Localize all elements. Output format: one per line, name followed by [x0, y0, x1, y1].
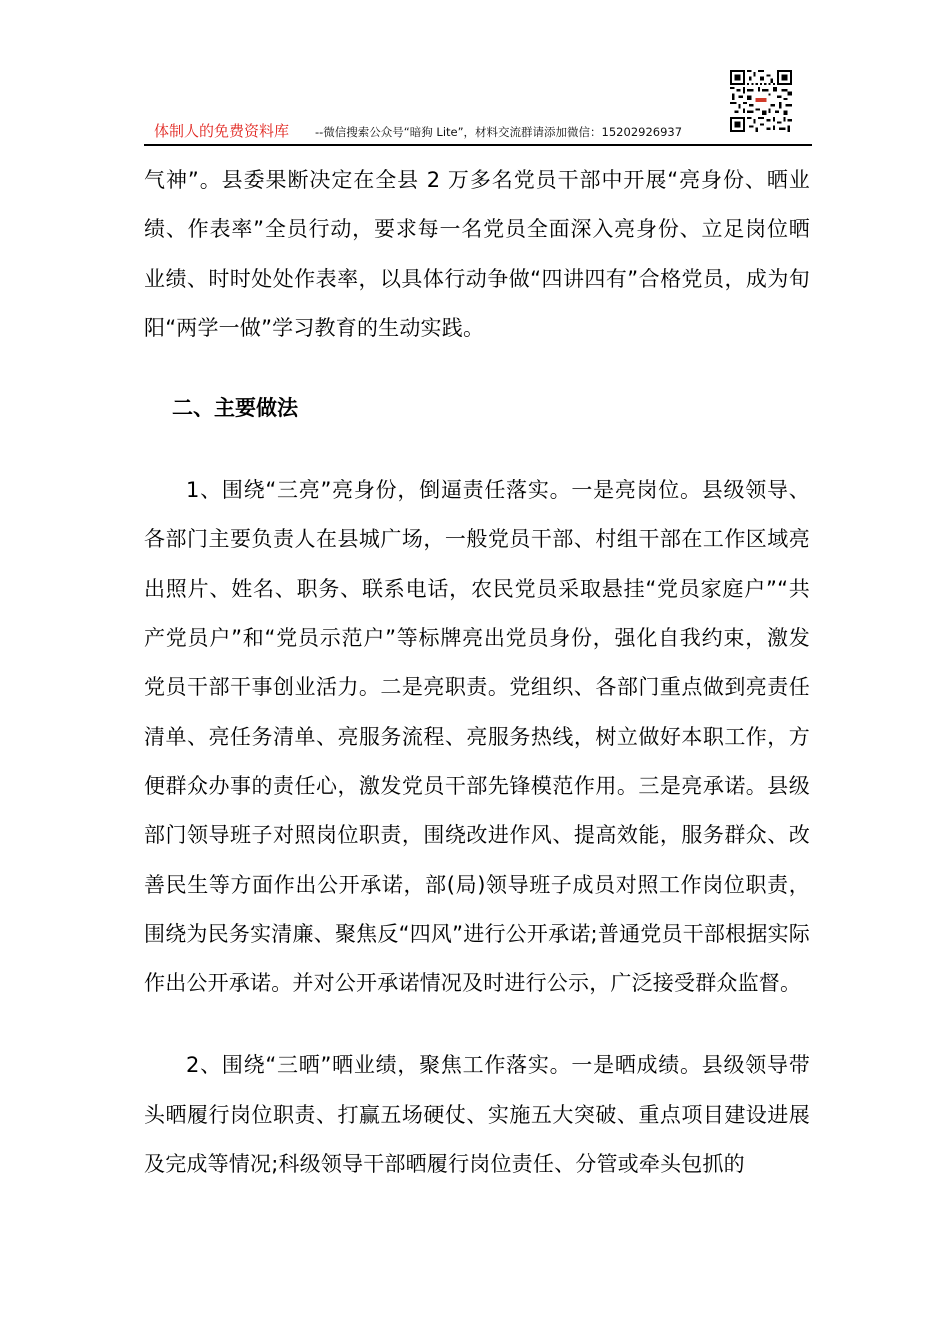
document-body — [144, 156, 810, 1189]
paragraph-2: 2、围绕“三晒”晒业绩，聚焦工作落实。一是晒成绩。县级领导带头晒履行岗位职责、打赢五场硬仗、实施五大突破、重点项目建设进展及完成等情况;科级领导干部晒履行岗位责任、分管或牵头包抓的 — [144, 1053, 810, 1177]
brand-title: 体制人的免费资料库 — [154, 122, 290, 140]
paragraph-1: 1、围绕“三亮”亮身份，倒逼责任落实。一是亮岗位。县级领导、各部门主要负责人在县城广场，一般党员干部、村组干部在工作区域亮出照片、姓名、职务、联系电话，农民党员采取悬挂“党员家庭户”“共产党员户”和“党员示范户”等标牌亮出党员身份，强化自我约束，激发党员干部干事创业活力。二是亮职责。党组织、各部门重点做到亮责任清单、亮任务清单、亮服务流程、亮服务热线，树立做好本职工作，方便群众办事的责任心，激发党员干部先锋模范作用。三是亮承诺。县级部门领导班子对照岗位职责，围绕改进作风、提高效能，服务群众、改善民生等方面作出公开承诺，部(局)领导班子成员对照工作岗位职责，围绕为民务实清廉、聚焦反“四风”进行公开承诺;普通党员干部根据实际作出公开承诺。并对公开承诺情况及时进行公示，广泛接受群众监督。 — [144, 478, 810, 996]
qr-code-icon — [730, 70, 792, 132]
header-tagline: --微信搜索公众号“暗狗 Lite”，材料交流群请添加微信：15202926937 — [315, 125, 683, 139]
page-header — [144, 70, 812, 146]
section-heading: 二、主要做法 — [172, 396, 298, 421]
intro-paragraph: 气神”。县委果断决定在全县 2 万多名党员干部中开展“亮身份、晒业绩、作表率”全员行动，要求每一名党员全面深入亮身份、立足岗位晒业绩、时时处处作表率，以具体行动争做“四讲四有”合格党员，成为旬阳“两学一做”学习教育的生动实践。 — [144, 168, 810, 340]
header-divider — [144, 144, 812, 146]
